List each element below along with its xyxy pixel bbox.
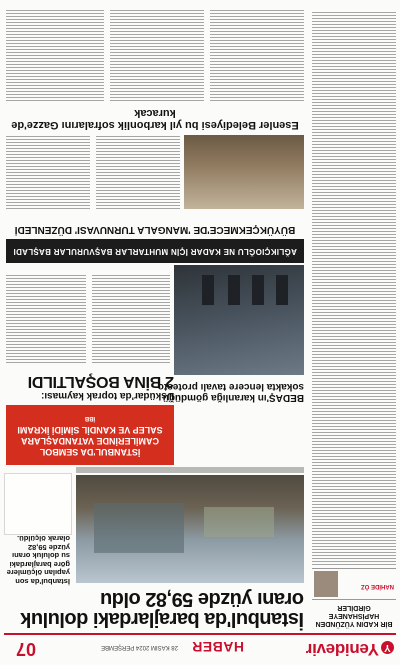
story-headline-landslide xyxy=(6,373,174,401)
story-headline-protest: BEDAŞ'ın karanlığa gömdüğü sokakta lencere tavalı protesto xyxy=(157,381,304,403)
photo-caption xyxy=(76,467,304,473)
left-column xyxy=(312,5,396,629)
column-kicker: BİR KADIN YÜZÜNDEN HAPİSHANEYE GİRDİLER xyxy=(315,604,393,627)
section-label: HABER xyxy=(191,639,244,655)
ibb-advert xyxy=(6,405,174,465)
headline-main: 2 BİNA BOŞALTILDI xyxy=(27,373,174,390)
photo-figure xyxy=(276,275,288,305)
story-body-text xyxy=(96,135,180,209)
protest-photo xyxy=(174,265,304,375)
photo-shape xyxy=(94,503,184,553)
dam-photo xyxy=(76,475,304,583)
issue-date: 28 KASIM 2024 PERŞEMBE xyxy=(100,644,178,650)
story-headline-esenler: Esenler Belediyesi bu yıl karbonlik sofralarını Gazze'de kuracak xyxy=(11,107,299,131)
author-name: NAHİDE ÖZ xyxy=(361,583,394,589)
photo-figure xyxy=(252,275,264,305)
page-number: 07 xyxy=(15,639,36,659)
story-body-text xyxy=(210,9,304,101)
photo-figure xyxy=(202,275,214,305)
news-banner xyxy=(6,239,304,263)
logo-text: Yenidevir xyxy=(306,640,379,659)
column-body-text xyxy=(312,10,396,565)
story-body-text xyxy=(6,273,86,363)
story-body-text xyxy=(6,135,90,209)
logo-mark-icon: Y xyxy=(381,641,394,654)
author-box xyxy=(312,568,396,600)
banner-text: AĞLIKÇIOĞLU NE KADAR İÇİN MUHTARLAR BAŞVURULAR BAŞLADI xyxy=(13,247,297,256)
main-deck: İstanbul'da son yapılan ölçümlere göre barajlardaki su doluluk oranı yüzde 59,82 olarak ölçüldü. xyxy=(6,534,70,586)
story-body-text xyxy=(110,9,204,101)
masthead-logo xyxy=(306,639,394,659)
page-header xyxy=(0,635,400,665)
photo-figure xyxy=(228,275,240,305)
advert-brand: İBB xyxy=(84,415,96,421)
advert-text: İSTANBUL'DA SEMBOL CAMİLERİNDE VATANDAŞLARA SALEP VE KANDİL SİMİDİ İKRAMI xyxy=(17,425,163,457)
story-body-text xyxy=(92,273,170,363)
sidebar-text xyxy=(4,473,72,535)
mangala-photo xyxy=(184,135,304,209)
photo-shape xyxy=(204,507,274,537)
story-headline-mangala: BÜYÜKÇEKMECE'DE 'MANGALA TURNUVASI' DÜZENLEDİ xyxy=(14,224,296,235)
main-headline: İstanbul'da barajlardaki doluluk oranı yüzde 59,82 oldu xyxy=(20,588,304,630)
story-body-text xyxy=(6,9,104,101)
header-rule xyxy=(4,633,396,635)
author-avatar xyxy=(314,571,338,597)
headline-kicker: Üsküdar'da toprak kayması: xyxy=(41,390,174,401)
